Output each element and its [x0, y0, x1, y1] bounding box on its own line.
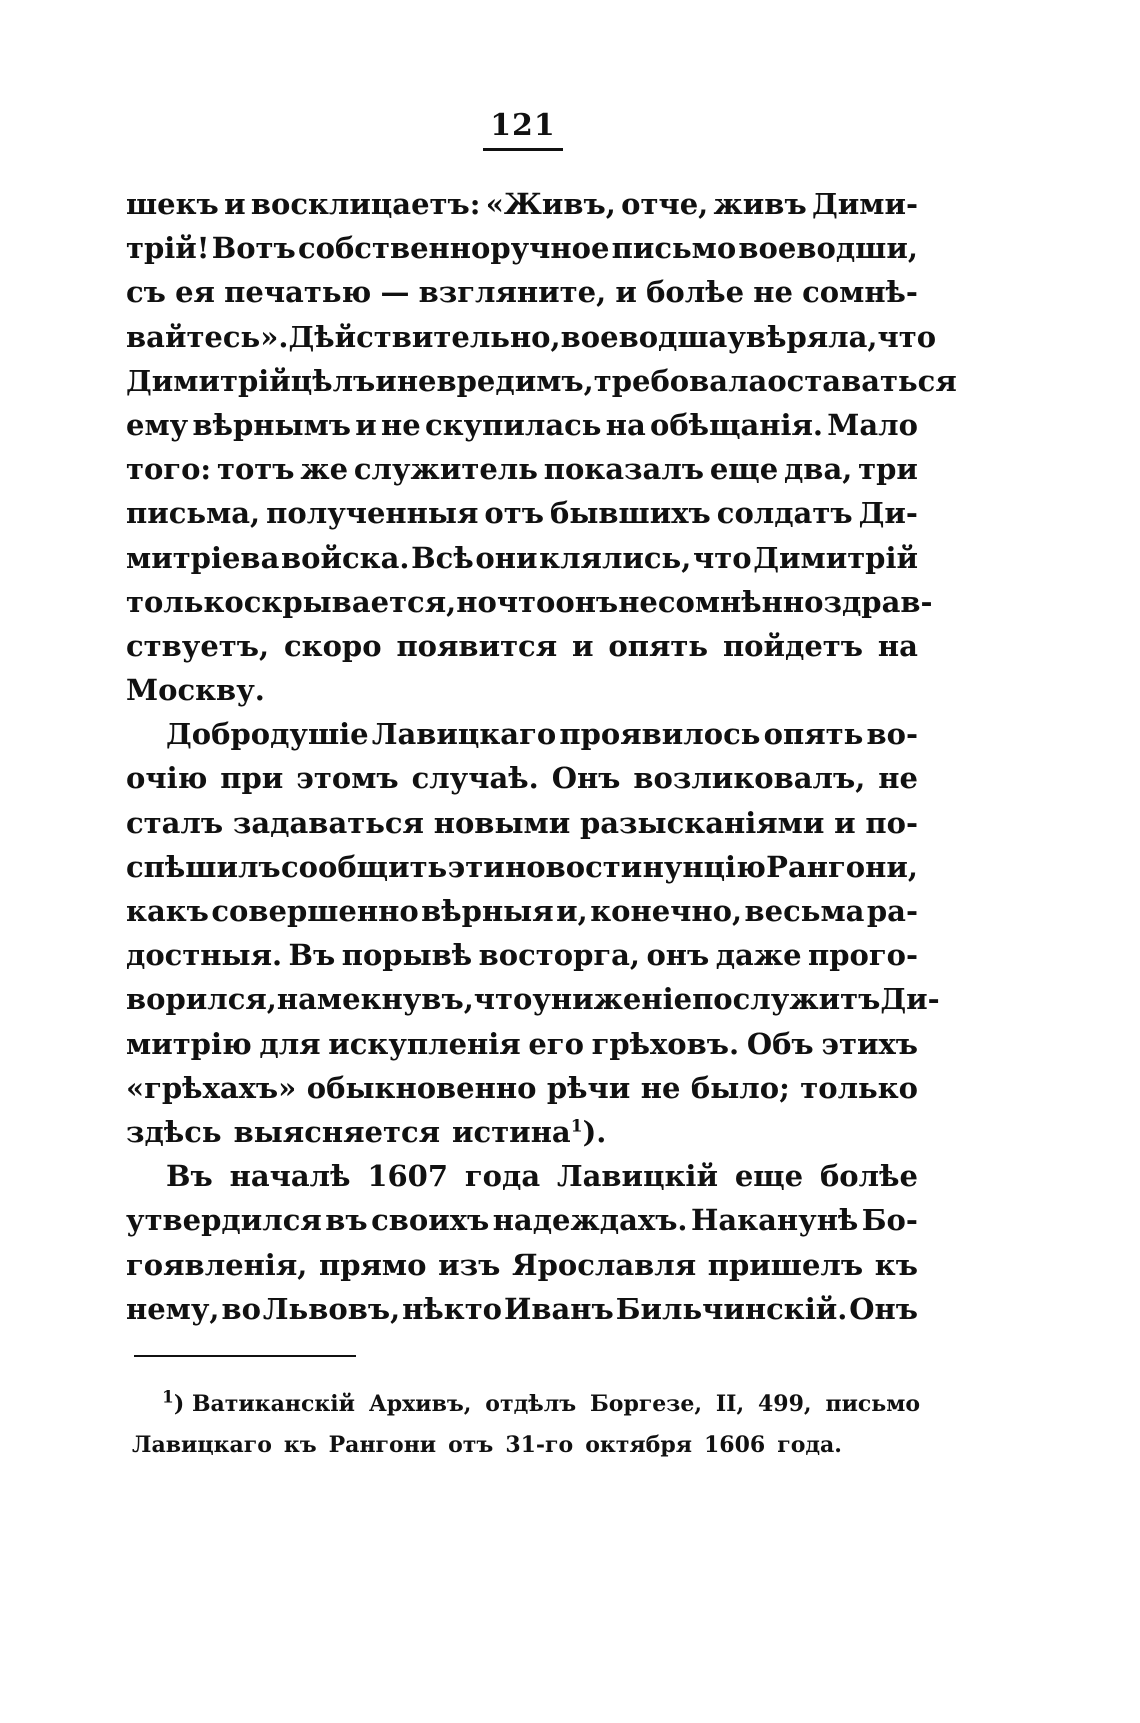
text-line: письма, полученныя отъ бывшихъ солдатъ Ди-: [126, 496, 918, 531]
text-line: здѣсь выясняется истина$^1$).: [126, 1114, 607, 1149]
footnote-divider: [134, 1355, 356, 1357]
footnote: [132, 1384, 920, 1466]
text-line: Добродушіе Лавицкаго проявилось опять во-: [166, 717, 918, 752]
text-line: шекъ и восклицаетъ: «Живъ, отче, живъ Дими-: [126, 187, 918, 221]
page-number: 121: [483, 108, 563, 151]
text-line: какъ совершенно вѣрныя и, конечно, весьма ра-: [126, 894, 918, 928]
text-line: спѣшилъ сообщить эти новости нунцію Рангони,: [126, 849, 918, 884]
text-line: очію при этомъ случаѣ. Онъ возликовалъ, не: [126, 761, 918, 796]
text-line: ствуетъ, скоро появится и опять пойдетъ на: [126, 628, 918, 663]
text-line: Въ началѣ 1607 года Лавицкій еще болѣе: [166, 1159, 918, 1194]
footnote-marker: 1: [162, 1387, 174, 1408]
text-line: нему, во Львовъ, нѣкто Иванъ Бильчинскій. Онъ: [126, 1291, 918, 1326]
text-line: «грѣхахъ» обыкновенно рѣчи не было; только: [126, 1070, 918, 1105]
text-line: достныя. Въ порывѣ восторга, онъ даже прого-: [126, 938, 918, 973]
text-line: митрію для искупленія его грѣховъ. Объ этихъ: [126, 1026, 918, 1061]
text-line: митріева войска. Всѣ они клялись, что Димитрій: [126, 540, 918, 575]
text-line: ворился, намекнувъ, что униженіе послужитъ Ди-: [126, 982, 940, 1017]
text-line: только скрывается, но что онъ несомнѣнно здрав-: [126, 584, 933, 619]
body-text: [126, 182, 957, 1331]
paragraph: [126, 182, 957, 712]
paragraph: [126, 1154, 918, 1331]
text-line: гоявленія, прямо изъ Ярославля пришелъ къ: [126, 1247, 918, 1282]
paragraph: [126, 712, 940, 1154]
text-line: утвердился въ своихъ надеждахъ. Наканунѣ Бо-: [126, 1203, 918, 1238]
text-line: того: тотъ же служитель показалъ еще два, три: [126, 452, 918, 487]
footnote-line: Лавицкаго къ Рангони отъ 31-го октября 1606 года.: [132, 1432, 842, 1458]
text-line: ему вѣрнымъ и не скупилась на обѣщанія. Мало: [126, 407, 918, 442]
footnote-reference: 1: [570, 1116, 583, 1137]
text-line: вайтесь». Дѣйствительно, воеводша увѣряла, что: [126, 319, 937, 354]
text-line: трій! Вотъ собственноручное письмо воеводши,: [126, 231, 918, 266]
footnote-line: $^1$) Ватиканскій Архивъ, отдѣлъ Боргезе, II, 499, письмо: [162, 1387, 920, 1417]
text-line: сталъ задаваться новыми разысканіями и по-: [126, 805, 918, 840]
text-line: Москву.: [126, 673, 265, 708]
text-line: Димитрій цѣлъ и невредимъ, требовала оставаться: [126, 363, 957, 398]
text-line: съ ея печатью — взгляните, и болѣе не сомнѣ-: [126, 275, 918, 310]
